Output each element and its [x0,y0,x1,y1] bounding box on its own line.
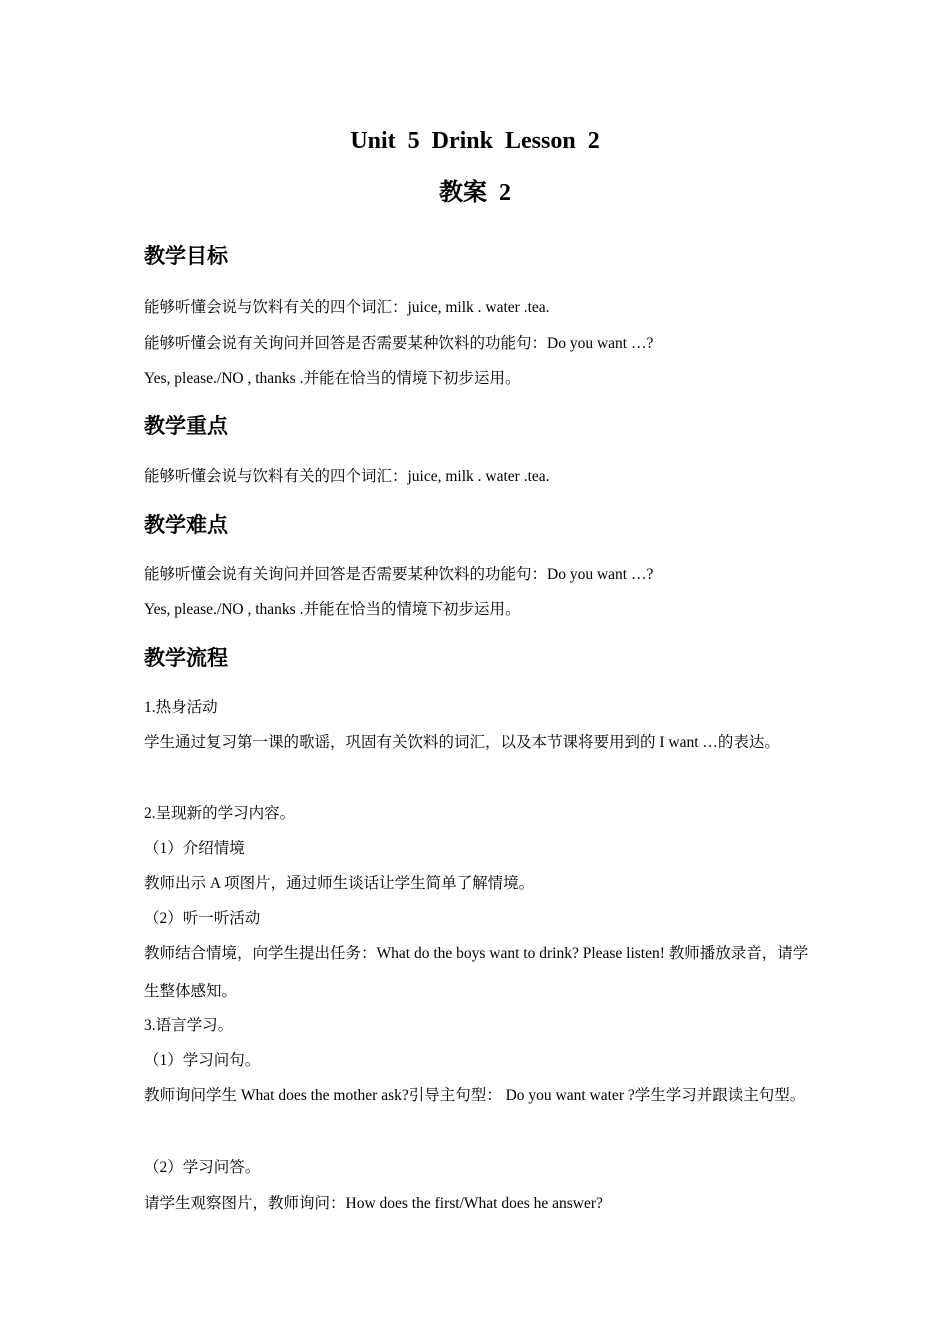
process-paragraph: 教师出示 A 项图片，通过师生谈话让学生简单了解情境。 [144,875,535,892]
difficulties-line: Yes, please./NO , thanks .并能在恰当的情境下初步运用。 [144,601,521,618]
key-points-line: 能够听懂会说与饮料有关的四个词汇：juice, milk . water .tea. [144,468,550,485]
process-paragraph: 学生通过复习第一课的歌谣，巩固有关饮料的词汇，以及本节课将要用到的 I want …的表达。 [144,734,780,751]
process-step-title: 3.语言学习。 [144,1017,234,1034]
objectives-line: 能够听懂会说与饮料有关的四个词汇：juice, milk . water .tea. [144,299,550,316]
process-paragraph: 请学生观察图片，教师询问：How does the first/What does he answer? [144,1195,603,1212]
process-substep: （2）学习问答。 [144,1159,261,1176]
process-substep: （2）听一听活动 [144,910,261,927]
document-subtitle: 教案 2 [439,180,511,206]
process-substep: （1）学习问句。 [144,1052,261,1069]
section-heading-key-points: 教学重点 [144,414,228,438]
process-paragraph: 教师询问学生 What does the mother ask?引导主句型： Do you want water ?学生学习并跟读主句型。 [144,1087,806,1104]
process-substep: （1）介绍情境 [144,840,245,857]
process-step-title: 1.热身活动 [144,699,218,716]
difficulties-line: 能够听懂会说有关询问并回答是否需要某种饮料的功能句：Do you want …? [144,566,654,583]
objectives-line: 能够听懂会说有关询问并回答是否需要某种饮料的功能句：Do you want …? [144,335,654,352]
section-heading-process: 教学流程 [144,646,228,670]
section-heading-objectives: 教学目标 [144,244,228,268]
section-heading-difficulties: 教学难点 [144,513,228,537]
process-paragraph: 教师结合情境，向学生提出任务：What do the boys want to drink? Please listen! 教师播放录音，请学生整体感知。 [144,945,809,1000]
objectives-line: Yes, please./NO , thanks .并能在恰当的情境下初步运用。 [144,370,521,387]
document-title: Unit 5 Drink Lesson 2 [350,128,600,154]
process-step-title: 2.呈现新的学习内容。 [144,805,296,822]
